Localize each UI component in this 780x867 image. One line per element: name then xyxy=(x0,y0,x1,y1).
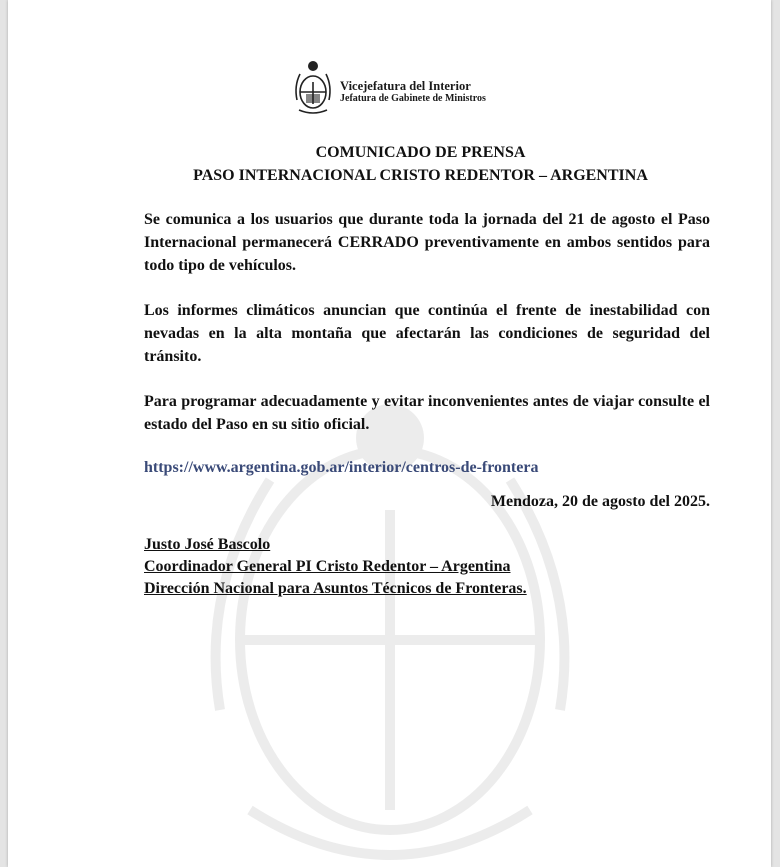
signatory-department: Dirección Nacional para Asuntos Técnicos de Fronteras. xyxy=(144,580,527,597)
signatory-role: Coordinador General PI Cristo Redentor – Argentina xyxy=(144,558,511,575)
suborganization-name: Jefatura de Gabinete de Ministros xyxy=(340,93,486,104)
signature-block xyxy=(144,534,527,600)
title-line-2: PASO INTERNACIONAL CRISTO REDENTOR – ARGENTINA xyxy=(193,167,648,184)
paragraph-weather-report: Los informes climáticos anuncian que continúa el frente de inestabilidad con nevadas en la alta montaña que afectarán las condiciones de seguridad del tránsito. xyxy=(144,302,710,365)
organization-name: Vicejefatura del Interior xyxy=(340,79,471,93)
paragraph-travel-advice: Para programar adecuadamente y evitar inconvenientes antes de viajar consulte el estado del Paso en su sitio oficial. xyxy=(144,393,710,433)
title-line-1: COMUNICADO DE PRENSA xyxy=(315,144,526,161)
press-release-title xyxy=(8,141,771,187)
national-coat-of-arms-icon xyxy=(292,56,334,118)
document-page xyxy=(8,0,771,867)
dateline: Mendoza, 20 de agosto del 2025. xyxy=(490,493,710,510)
paragraph-closure-notice: Se comunica a los usuarios que durante toda la jornada del 21 de agosto el Paso Internacional permanecerá CERRADO preventivamente en ambos sentidos para todo tipo de vehículos. xyxy=(144,211,710,274)
signatory-name: Justo José Bascolo xyxy=(144,536,271,553)
official-site-link[interactable]: https://www.argentina.gob.ar/interior/centros-de-frontera xyxy=(144,459,539,476)
